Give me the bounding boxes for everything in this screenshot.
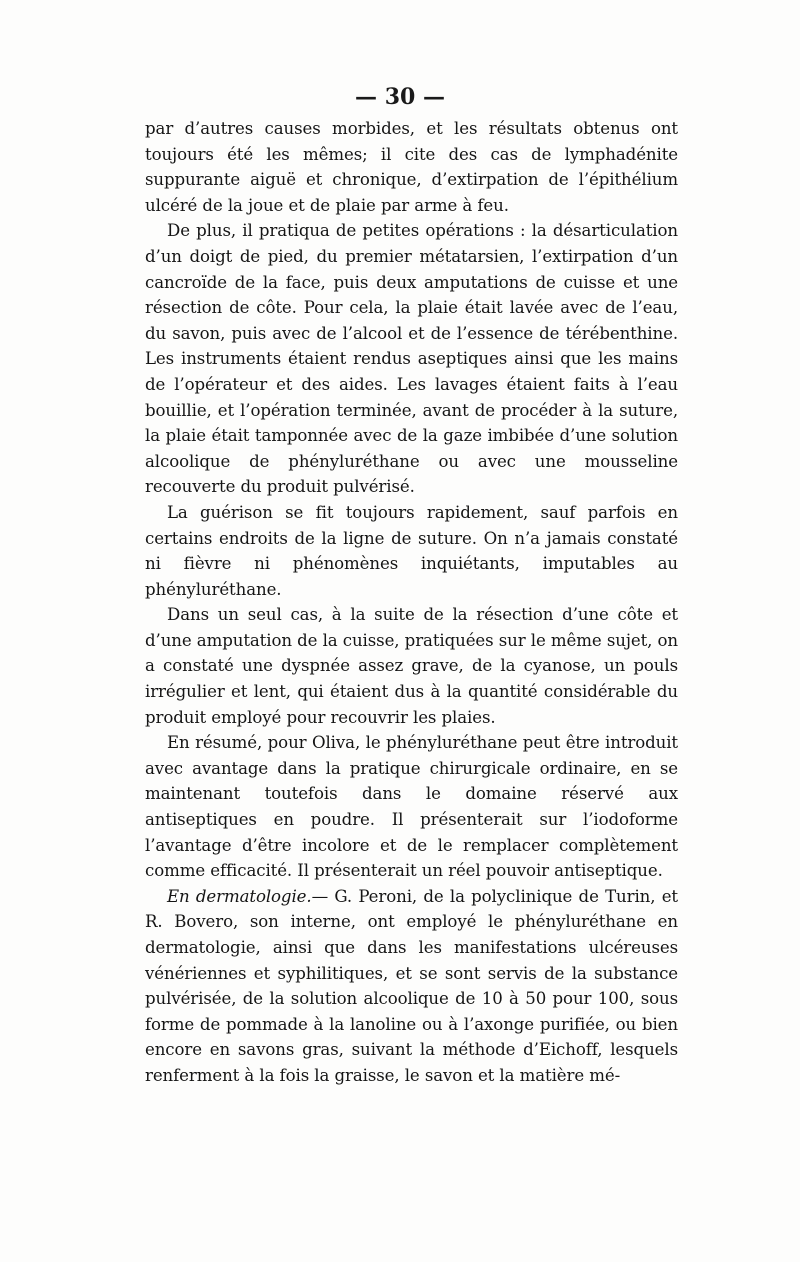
body-text xyxy=(145,116,678,1089)
paragraph-single-case: Dans un seul cas, à la suite de la résection d’une côte et d’une amputation de la cuisse, pratiquées sur le même sujet, on a constaté une dyspnée assez grave, de la cyanose, un pouls irrégulier et lent, qui étaient dus à la quantité considérable du produit employé pour recouvrir les plaies. xyxy=(145,605,678,727)
paragraph-dermatology-text: — G. Peroni, de la polyclinique de Turin, et R. Bovero, son interne, ont employé le phényluréthane en dermatologie, ainsi que dans les manifestations ulcéreuses vénériennes et syphilitiques, et se sont servis de la substance pulvérisée, de la solution alcoolique de 10 à 50 pour 100, sous forme de pommade à la lanoline ou à l’axonge purifiée, ou bien encore en savons gras, suivant la méthode d’Eichoff, lesquels renferment à la fois la graisse, le savon et la matière mé- xyxy=(145,886,678,1085)
paragraph-continuation: par d’autres causes morbides, et les résultats obtenus ont toujours été les mêmes; il cite des cas de lymphadénite suppurante aiguë et chronique, d’extirpation de l’épithélium ulcéré de la joue et de plaie par arme à feu. xyxy=(145,119,678,215)
section-lead-italic: En dermatologie. xyxy=(167,886,312,906)
paragraph-summary: En résumé, pour Oliva, le phényluréthane peut être introduit avec avantage dans la pratique chirurgicale ordinaire, en se maintenant toutefois dans le domaine réservé aux antiseptiques en poudre. Il présenterait sur l’iodoforme l’avantage d’être incolore et de le remplacer complètement comme efficacité. Il présenterait un réel pouvoir antiseptique. xyxy=(145,733,678,881)
page-number: — 30 — xyxy=(355,84,445,110)
paragraph-dermatology xyxy=(145,884,678,1089)
paragraph-healing: La guérison se fit toujours rapidement, sauf parfois en certains endroits de la ligne de suture. On n’a jamais constaté ni fièvre ni phénomènes inquiétants, imputables au phényluréthane. xyxy=(145,502,678,599)
paragraph-operations: De plus, il pratiqua de petites opérations : la désarticulation d’un doigt de pied, du premier métatarsien, l’extirpation d’un cancroïde de la face, puis deux amputations de cuisse et une résection de côte. Pour cela, la plaie était lavée avec de l’eau, du savon, puis avec de l’alcool et de l’essence de térébenthine. Les instruments étaient rendus aseptiques ainsi que les mains de l’opérateur et des aides. Les lavages étaient faits à l’eau bouillie, et l’opération terminée, avant de procéder à la suture, la plaie était tamponnée avec de la gaze imbibée d’une solution alcoolique de phényluréthane ou avec une mousseline recouverte du produit pulvérisé. xyxy=(145,221,678,497)
